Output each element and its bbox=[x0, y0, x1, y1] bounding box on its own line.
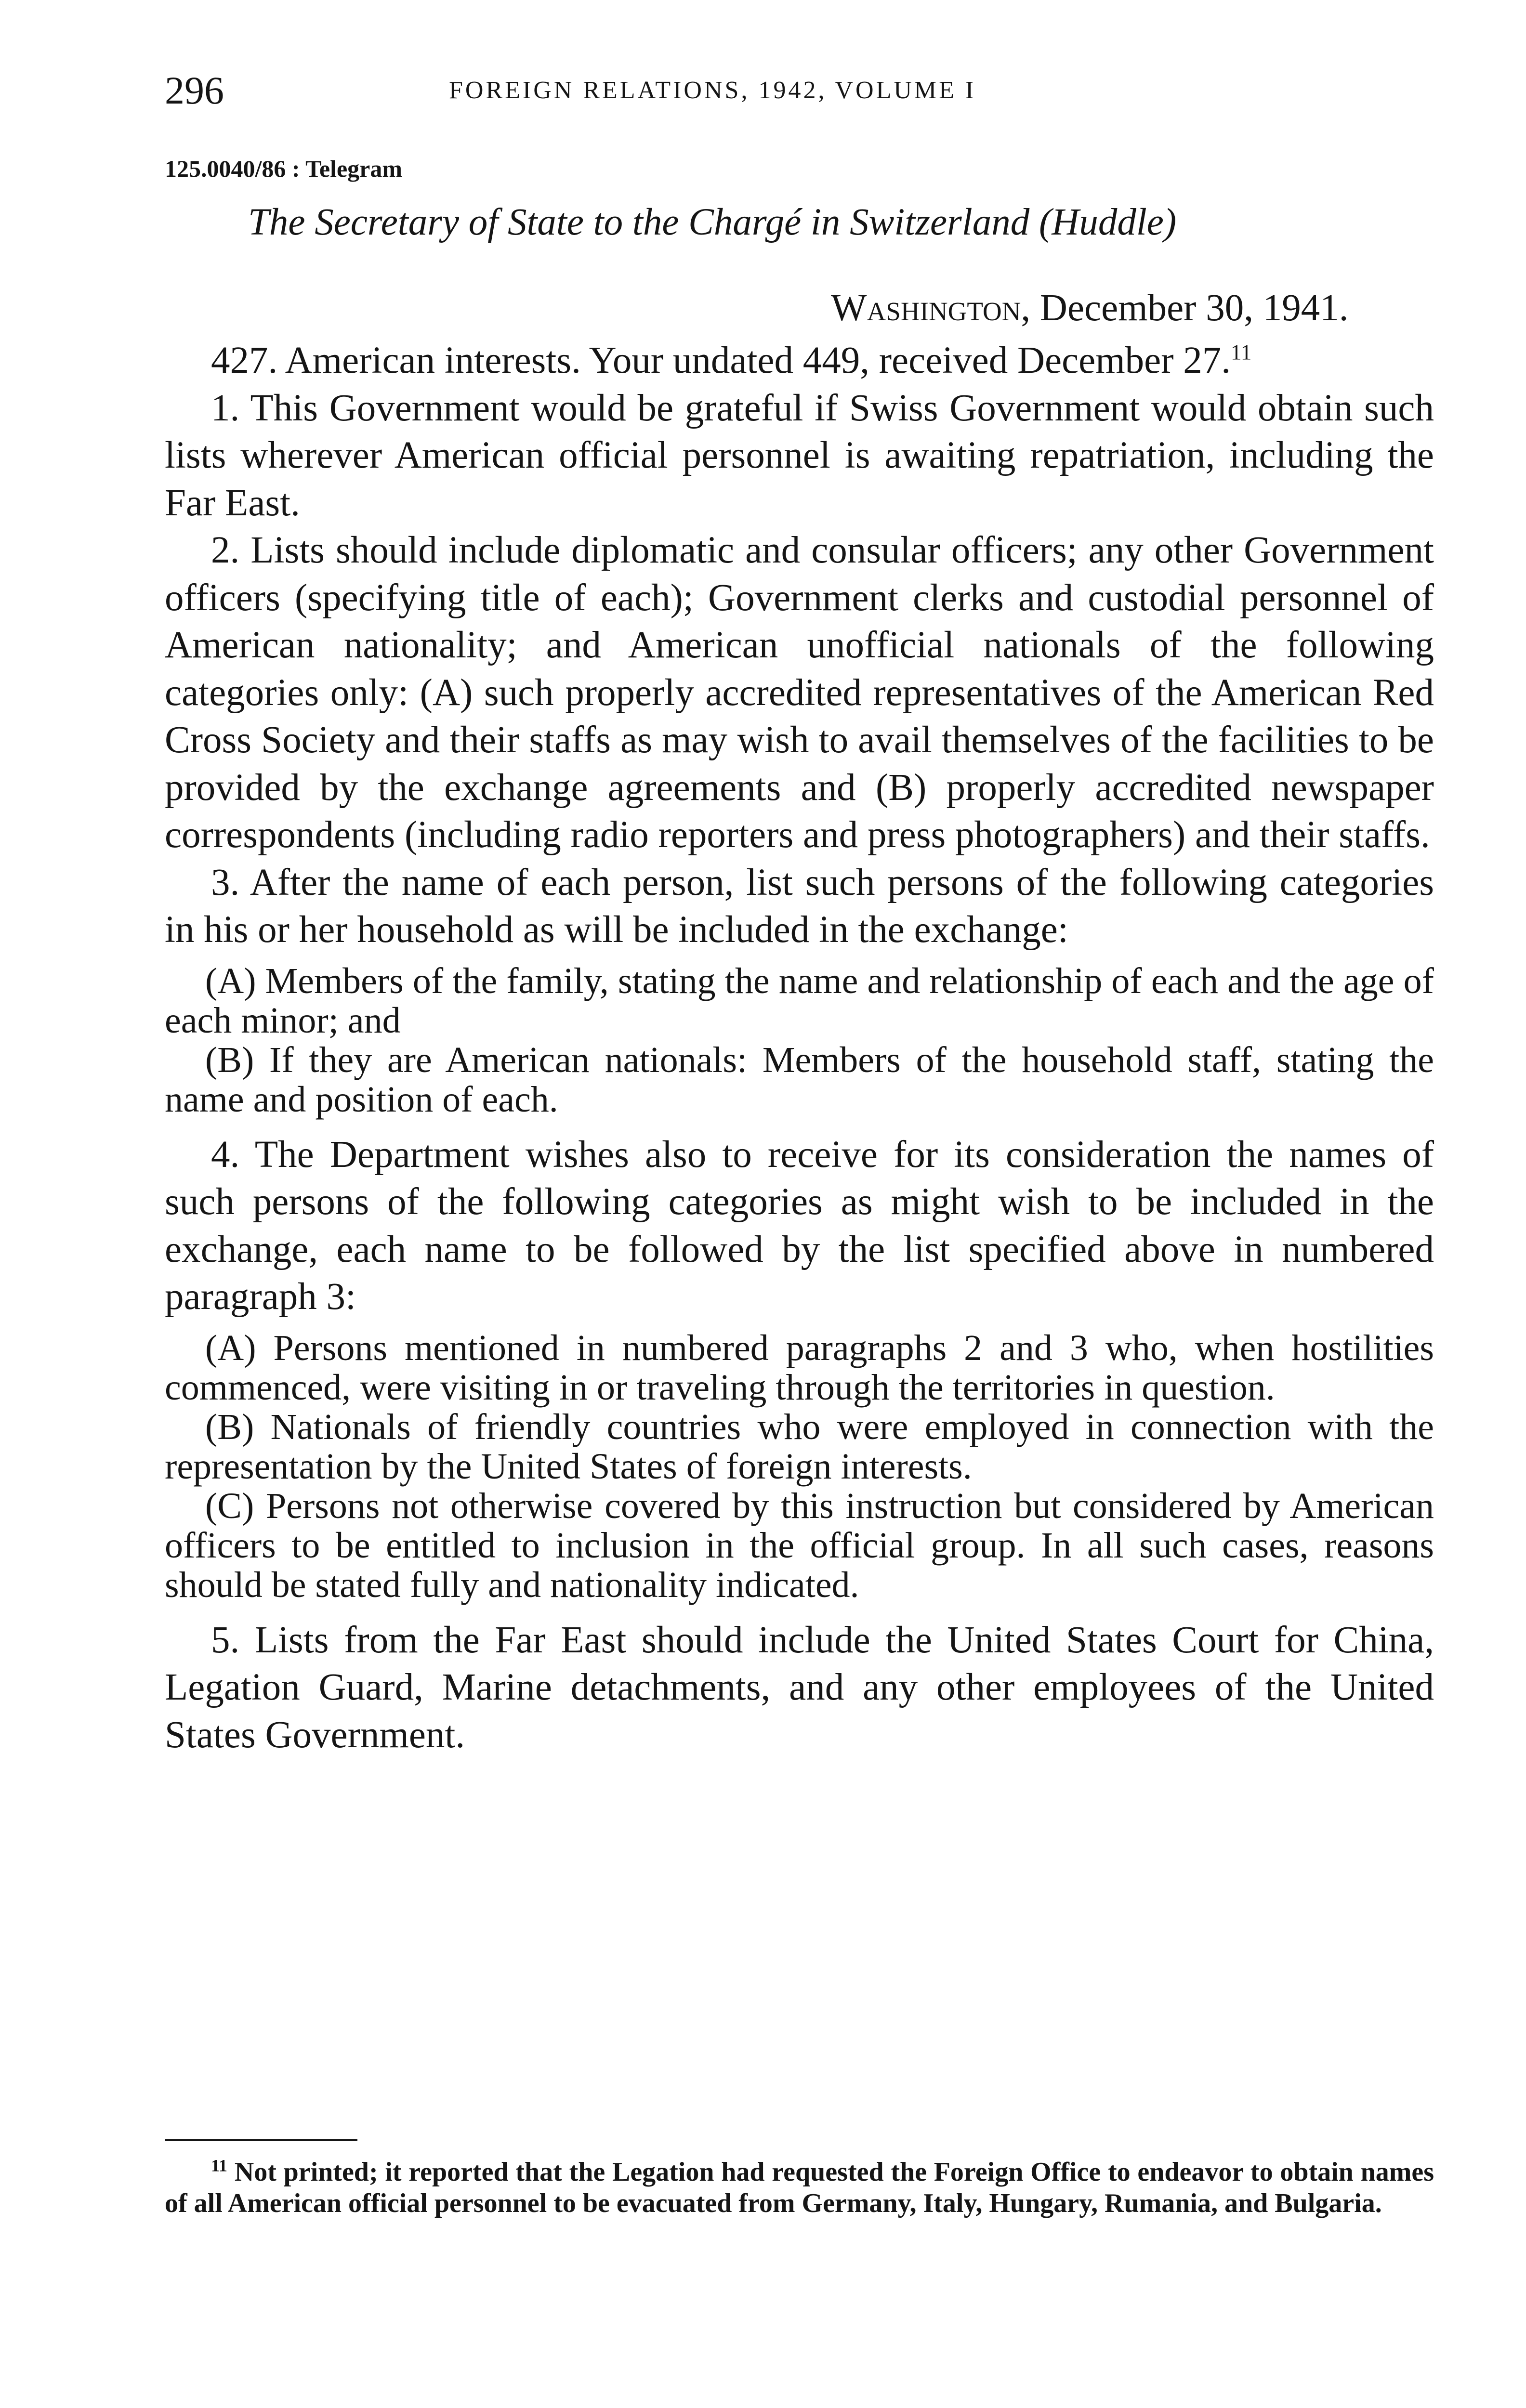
file-reference: 125.0040/86 : Telegram bbox=[165, 155, 403, 182]
footnote bbox=[165, 2157, 1434, 2219]
footnote-marker: 11 bbox=[211, 2156, 228, 2175]
paragraph-3-list bbox=[165, 961, 1434, 1119]
paragraph-3-item-a: (A) Members of the family, stating the name and relationship of each and the age of each minor; and bbox=[165, 960, 1434, 1041]
footnote-reference: 11 bbox=[1231, 340, 1252, 365]
document-title: The Secretary of State to the Chargé in Switzerland (Huddle) bbox=[248, 201, 1177, 243]
footnote-divider bbox=[165, 2139, 357, 2141]
footnote-text: Not printed; it reported that the Legation had requested the Foreign Office to endeavor to obtain names of all American official personnel to be evacuated from Germany, Italy, Hungary, Rumania, and Bulgaria. bbox=[165, 2157, 1434, 2218]
dateline-date: December 30, 1941. bbox=[1039, 287, 1349, 329]
page-header bbox=[165, 66, 1432, 124]
paragraph-4: 4. The Department wishes also to receive for its consideration the names of such persons of the following categories as might wish to be included in the exchange, each name to be followed by the list specified above in numbered paragraph 3: bbox=[165, 1133, 1434, 1318]
paragraph-4-list bbox=[165, 1328, 1434, 1605]
paragraph-5: 5. Lists from the Far East should include the United States Court for China, Legation Guard, Marine detachments, and any other employees of the United States Government. bbox=[165, 1619, 1434, 1756]
running-head: FOREIGN RELATIONS, 1942, VOLUME I bbox=[449, 77, 976, 104]
paragraph-4-item-b: (B) Nationals of friendly countries who were employed in connection with the representation by the United States of foreign interests. bbox=[165, 1406, 1434, 1487]
paragraph-3: 3. After the name of each person, list such persons of the following categories in his or her household as will be included in the exchange: bbox=[165, 861, 1434, 951]
page-number: 296 bbox=[165, 68, 224, 112]
paragraph-3-item-b: (B) If they are American nationals: Members of the household staff, stating the name and position of each. bbox=[165, 1039, 1434, 1120]
dateline-place: Washington, bbox=[831, 287, 1031, 329]
paragraph-1: 1. This Government would be grateful if Swiss Government would obtain such lists wherever American official personnel is awaiting repatriation, including the Far East. bbox=[165, 387, 1434, 524]
telegram-body bbox=[165, 337, 1434, 1759]
paragraph-4-item-a: (A) Persons mentioned in numbered paragraphs 2 and 3 who, when hostilities commenced, were visiting in or traveling through the territories in question. bbox=[165, 1327, 1434, 1408]
opening-paragraph bbox=[165, 337, 1434, 385]
dateline bbox=[831, 284, 1348, 332]
paragraph-2: 2. Lists should include diplomatic and consular officers; any other Government officers (specifying title of each); Government clerks and custodial personnel of American nationality; and American unofficial nationals of the following categories only: (A) such properly accredited representatives of the American Red Cross Society and their staffs as may wish to avail themselves of the facilities to be provided by the exchange agreements and (B) properly accredited newspaper correspondents (including radio reporters and press photographers) and their staffs. bbox=[165, 529, 1434, 856]
opening-text: 427. American interests. Your undated 449, received December 27. bbox=[211, 340, 1231, 381]
paragraph-4-item-c: (C) Persons not otherwise covered by this instruction but considered by American officers to be entitled to inclusion in the official group. In all such cases, reasons should be stated fully and nationality indicated. bbox=[165, 1485, 1434, 1605]
